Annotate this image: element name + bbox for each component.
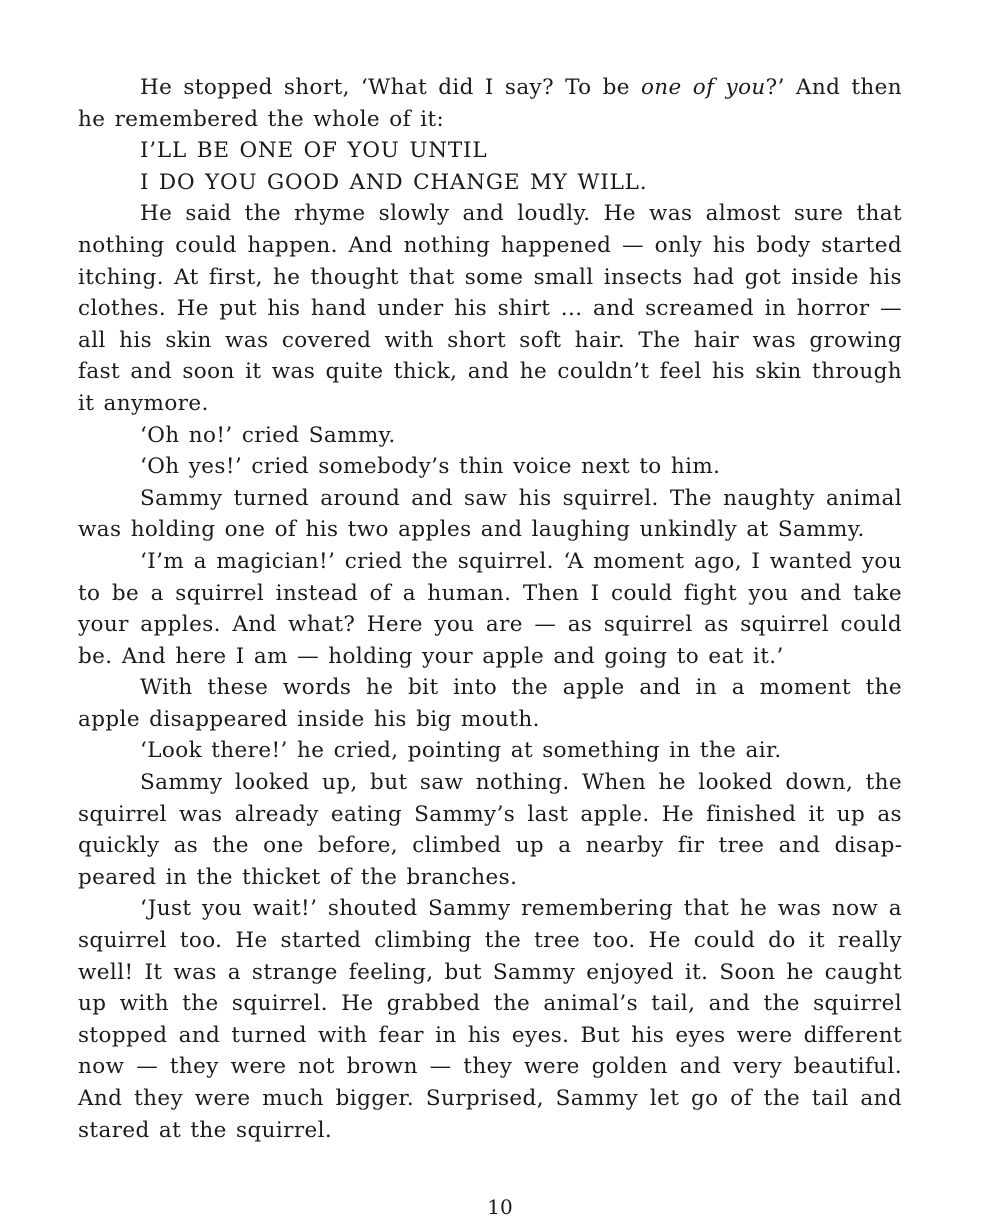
paragraph-1-text-a: He stopped short, ‘What did I say? To be xyxy=(140,75,641,100)
rhyme-line-2: I DO YOU GOOD AND CHANGE MY WILL. xyxy=(140,169,648,195)
paragraph-8: ‘Look there!’ he cried, pointing at something in the air. xyxy=(140,738,782,764)
page-number: 10 xyxy=(487,1195,513,1219)
paragraph-2: He said the rhyme slowly and loudly. He was almost sure that nothing could happen. And nothing happened — only his body started itching. At first, he thought that some small insects had got inside his clothes. He put his hand under his shirt ... and screamed in horror — all his skin was covered with short soft hair. The hair was growing fast and soon it was quite thick, and he couldn’t feel his skin through it anymore. xyxy=(78,201,902,416)
page-text xyxy=(78,72,902,1146)
paragraph-9: Sammy looked up, but saw nothing. When he looked down, the squirrel was already eating Sammy’s last apple. He finished it up as quickly as the one before, climbed up a nearby fir tree and disappeared in the thicket of the branches. xyxy=(78,770,902,890)
paragraph-1-italic: one of you xyxy=(640,75,766,100)
paragraph-1 xyxy=(78,72,902,135)
paragraph-5: Sammy turned around and saw his squirrel. The naughty animal was holding one of his two apples and laughing unkindly at Sammy. xyxy=(78,485,902,543)
paragraph-1-text-b: ?’ And then he remembered the whole of it: xyxy=(78,75,902,132)
paragraph-4: ‘Oh yes!’ cried somebody’s thin voice next to him. xyxy=(140,454,721,480)
paragraph-7: With these words he bit into the apple and in a moment the apple disappeared inside his big mouth. xyxy=(78,675,902,732)
paragraph-3: ‘Oh no!’ cried Sammy. xyxy=(140,422,396,448)
paragraph-10: ‘Just you wait!’ shouted Sammy remembering that he was now a squirrel too. He started climbing the tree too. He could do it really well! It was a strange feeling, but Sammy enjoyed it. Soon he caught up with the squirrel. He grabbed the animal’s tail, and the squirrel stopped and turned with fear in his eyes. But his eyes were different now — they were not brown — they were golden and very beautiful. And they were much bigger. Surprised, Sammy let go of the tail and stared at the squirrel. xyxy=(78,896,902,1143)
rhyme-line-1: I’LL BE ONE OF YOU UNTIL xyxy=(140,138,488,164)
paragraph-6: ‘I’m a magician!’ cried the squirrel. ‘A moment ago, I wanted you to be a squirrel instead of a human. Then I could fight you and take your apples. And what? Here you are — as squirrel as squirrel could be. And here I am — holding your apple and going to eat it.’ xyxy=(78,548,902,669)
